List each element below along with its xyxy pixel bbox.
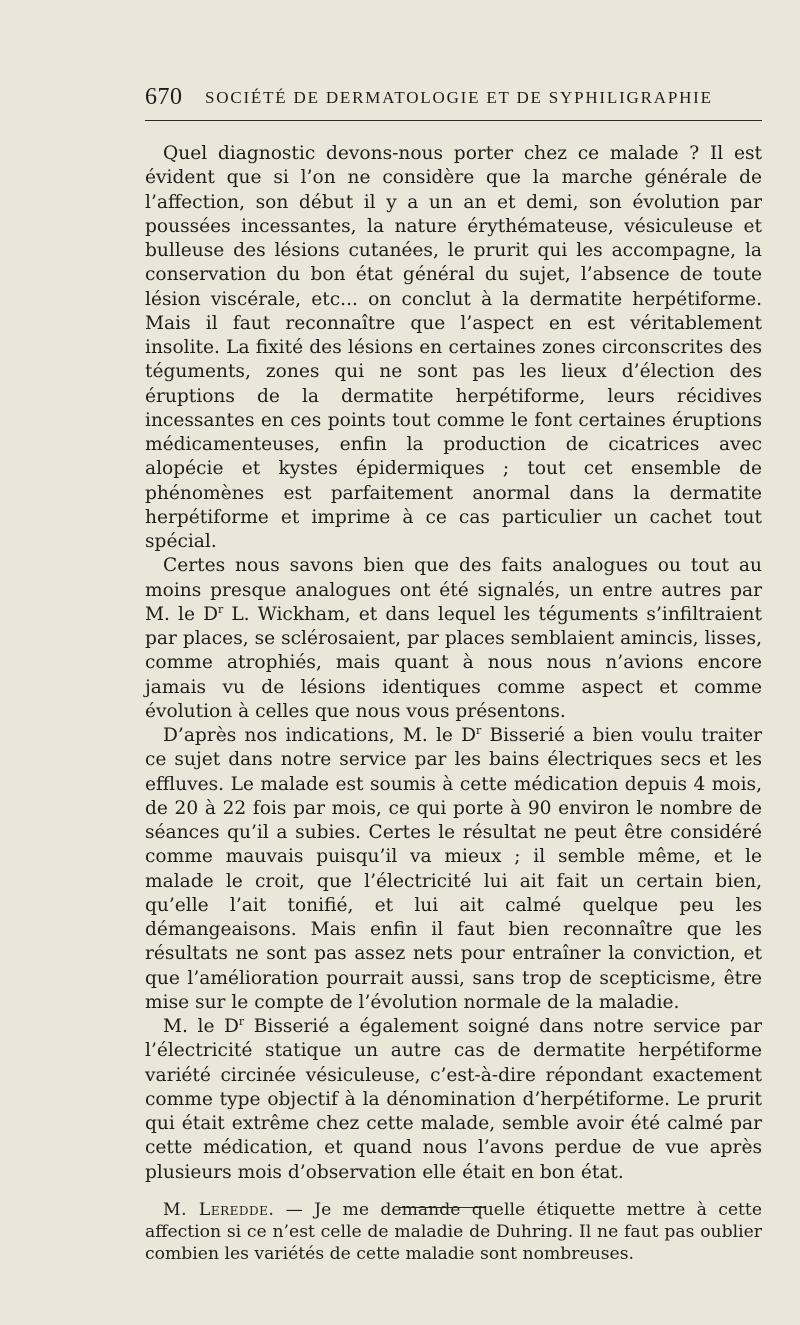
remark-text: — Je me demande quelle étiquette mettre à cette affection si ce n’est celle de maladie de Duhring. Il ne faut pas oublier combien les variétés de cette maladie sont nombreuses. xyxy=(145,1199,762,1264)
paragraph-diagnosis xyxy=(145,142,762,554)
paragraph-text: D’après nos indications, M. le D xyxy=(163,725,476,746)
remark-leredde xyxy=(145,1199,762,1265)
section-end-rule xyxy=(399,1207,485,1208)
paragraph-text: L. Wickham, et dans lequel les téguments s’infiltraient par places, se sclérosaient, par places semblaient amincis, lisses, comme atrophiés, mais quant à nous nous n’avions encore jamais vu de lésions identiques comme aspect et comme évolution à celles que nous vous présentons. xyxy=(145,603,762,722)
superscript: r xyxy=(217,602,224,616)
speaker-name: M. Leredde. xyxy=(163,1199,275,1220)
paragraph-text: Bisserié a bien voulu traiter ce sujet dans notre service par les bains électriques secs et les effluves. Le malade est soumis à cette médication depuis 4 mois, de 20 à 22 fois par mois, ce qui porte à 90 environ le nombre de séances qu’il a subies. Certes le résultat ne peut être considéré comme mauvais puisqu’il va mieux ; il semble même, et le malade le croit, que l’électricité lui ait fait un certain bien, qu’elle l’ait tonifié, et lui ait calmé quelque peu les démangeaisons. Mais enfin il faut bien reconnaître que les résultats ne sont pas assez nets pour entraîner la conviction, et que l’amélioration pourrait aussi, sans trop de scepticisme, être mise sur le compte de l’évolution normale de la maladie. xyxy=(145,725,762,1013)
page-number: 670 xyxy=(145,84,183,110)
superscript: r xyxy=(238,1014,245,1028)
paragraph-treatment xyxy=(145,724,762,1015)
paragraph-text: M. le D xyxy=(163,1016,239,1037)
article-body xyxy=(145,142,762,1265)
paragraph-text: Bisserié a également soigné dans notre service par l’électricité statique un autre cas de dermatite herpétiforme variété circinée vésiculeuse, c’est-à-dire répondant exactement comme type objectif à la dénomination d’herpétiforme. Le prurit qui était extrême chez cette malade, semble avoir été calmé par cette médication, et quand nous l’avons perdue de vue après plusieurs mois d’observation elle était en bon état. xyxy=(145,1016,762,1183)
running-title: SOCIÉTÉ DE DERMATOLOGIE ET DE SYPHILIGRAPHIE xyxy=(205,88,713,107)
superscript: r xyxy=(476,723,482,737)
paragraph-analogous-cases xyxy=(145,554,762,724)
paragraph-second-case xyxy=(145,1015,762,1185)
header-rule xyxy=(145,120,762,121)
page-header xyxy=(145,84,765,114)
paragraph-text: Certes nous savons bien que des faits analogues ou tout au moins presque analogues ont été signalés, un entre autres par M. le D xyxy=(145,555,762,625)
paragraph-text: Quel diagnostic devons-nous porter chez ce malade ? Il est évident que si l’on ne considère que la marche générale de l’affection, son début il y a un an et demi, son évolution par poussées incessantes, la nature érythémateuse, vésiculeuse et bulleuse des lésions cutanées, le prurit qui les accompagne, la conservation du bon état général du sujet, l’absence de toute lésion viscérale, etc... on conclut à la dermatite herpétiforme. Mais il faut reconnaître que l’aspect en est véritablement insolite. La fixité des lésions en certaines zones circonscrites des téguments, zones qui ne sont pas les lieux d’élection des éruptions de la dermatite herpétiforme, leurs récidives incessantes en ces points tout comme le font certaines éruptions médicamenteuses, enfin la production de cicatrices avec alopécie et kystes épidermiques ; tout cet ensemble de phénomènes est parfaitement anormal dans la dermatite herpétiforme et imprime à ce cas particulier un cachet tout spécial. xyxy=(145,143,762,552)
